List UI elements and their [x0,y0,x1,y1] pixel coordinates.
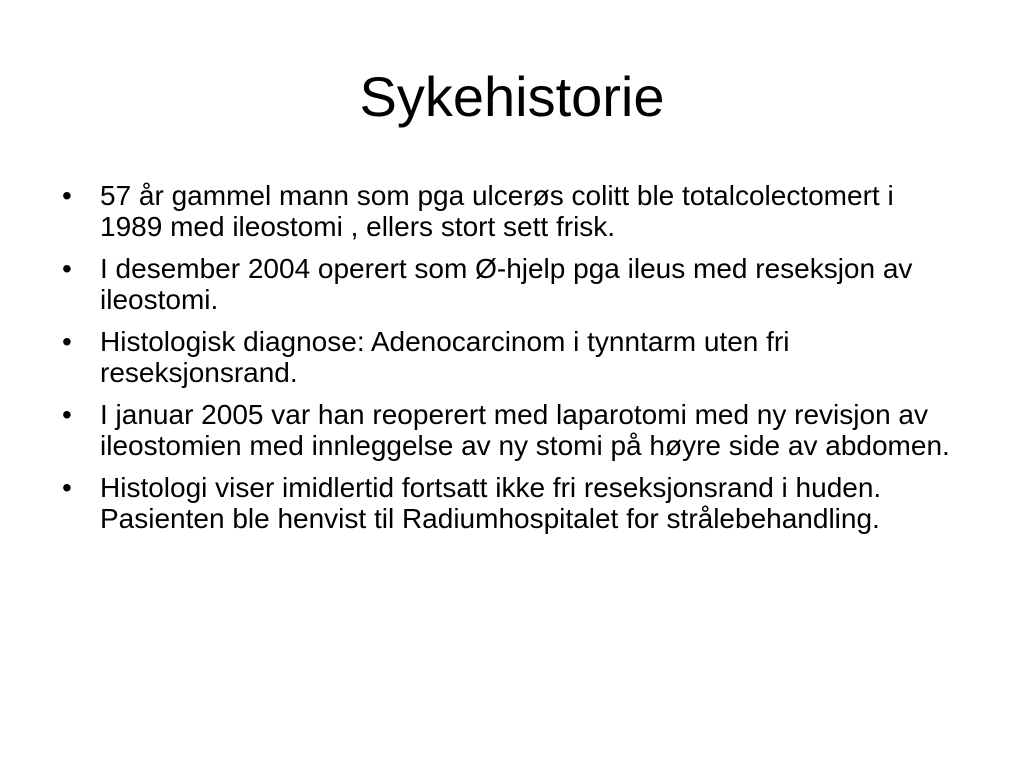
bullet-list [62,180,952,545]
bullet-icon: • [62,253,72,284]
bullet-text: Histologisk diagnose: Adenocarcinom i tynntarm uten fri reseksjonsrand. [100,326,790,388]
bullet-item [62,399,952,461]
bullet-text: Histologi viser imidlertid fortsatt ikke fri reseksjonsrand i huden. Pasienten ble henvist til Radiumhospitalet for strålebehandling. [100,472,882,534]
bullet-icon: • [62,472,72,503]
bullet-text: I desember 2004 operert som Ø-hjelp pga ileus med reseksjon av ileostomi. [100,253,913,315]
bullet-icon: • [62,399,72,430]
bullet-text: I januar 2005 var han reoperert med laparotomi med ny revisjon av ileostomien med innleggelse av ny stomi på høyre side av abdomen. [100,399,950,461]
bullet-icon: • [62,180,72,211]
bullet-item [62,326,952,388]
bullet-icon: • [62,326,72,357]
bullet-item [62,180,952,242]
slide-title: Sykehistorie [359,65,665,128]
bullet-text: 57 år gammel mann som pga ulcerøs colitt ble totalcolectomert i 1989 med ileostomi , ellers stort sett frisk. [100,180,894,242]
bullet-item [62,253,952,315]
bullet-item [62,472,952,534]
